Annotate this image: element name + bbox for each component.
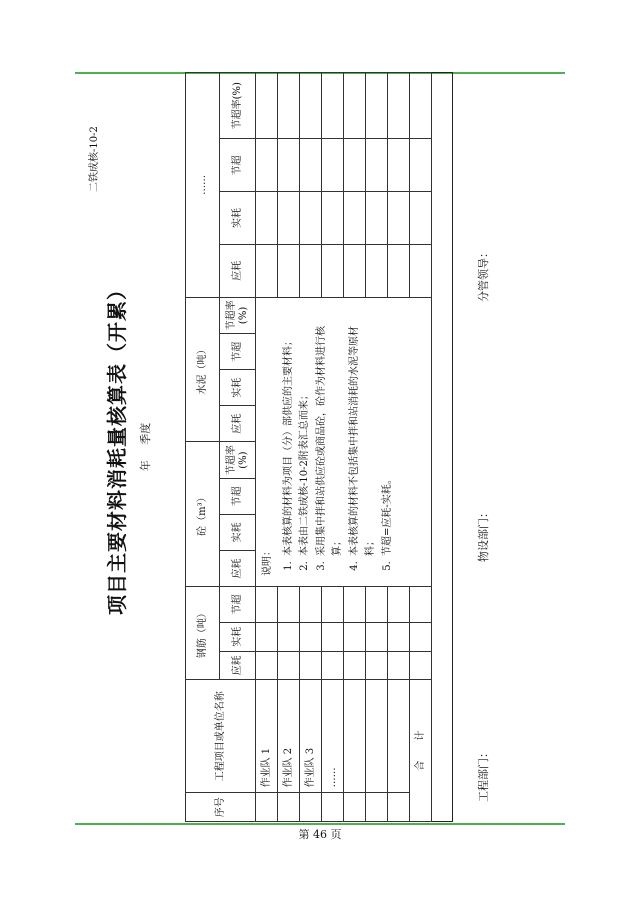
- rebar-saving: 节超: [220, 586, 256, 622]
- concrete-should: 应耗: [220, 550, 256, 586]
- seq-cell: [256, 793, 278, 822]
- more-rate: 节超率(%): [220, 73, 256, 139]
- page-number: 第 46 页: [298, 828, 342, 841]
- cement-actual: 实耗: [220, 370, 256, 406]
- notes-head: 说明：: [262, 545, 273, 576]
- group-cement: 水泥（吨）: [186, 297, 220, 442]
- footer-leader: 分管领导：: [477, 247, 490, 302]
- page-title: 项目主要材料消耗量核算表（开累）: [105, 279, 129, 615]
- concrete-rate: 节超率(%): [220, 442, 256, 479]
- rotated-page: [75, 72, 565, 822]
- row-label: 作业队 2: [278, 680, 300, 793]
- note-item: 5. 节超=应耗-实耗。: [380, 308, 397, 558]
- footer-rule: [75, 823, 565, 825]
- cement-rate: 节超率(%): [220, 297, 256, 334]
- cement-saving: 节超: [220, 334, 256, 370]
- concrete-actual: 实耗: [220, 514, 256, 550]
- unit-header: 工程项目或单位名称: [186, 680, 256, 793]
- group-rebar: 钢筋（吨）: [186, 586, 220, 679]
- period-quarter: 季度: [139, 422, 152, 445]
- rebar-should: 应耗: [220, 651, 256, 680]
- form-code: 二铁成核-10-2: [89, 126, 100, 192]
- notes-box: [256, 297, 432, 586]
- row-label: 作业队 3: [300, 680, 322, 793]
- note-item: 1. 本表核算的材料为项目（分）部供应的主要材料；: [281, 308, 298, 558]
- material-table: [185, 72, 432, 822]
- footer-materials: 物设部门：: [477, 507, 490, 562]
- cement-should: 应耗: [220, 406, 256, 442]
- note-item: 4. 本表核算的材料不包括集中拌和站消耗的水泥等原材料；: [347, 308, 380, 558]
- more-should: 应耗: [220, 244, 256, 297]
- concrete-saving: 节超: [220, 478, 256, 514]
- footer-engineering: 工程部门：: [477, 747, 490, 802]
- rebar-actual: 实耗: [220, 622, 256, 651]
- row-label: ……: [322, 680, 344, 793]
- seq-header: 序号: [186, 793, 256, 822]
- note-item: 3. 采用集中拌和站供应砼或商品砼，砼作为材料进行核算；: [314, 308, 347, 558]
- total-row-label: 合 计: [410, 680, 432, 822]
- row-label: 作业队 1: [256, 680, 278, 793]
- note-item: 2. 本表由二铁成核-10-2附表汇总而来；: [297, 308, 314, 558]
- period-line: [137, 72, 153, 822]
- more-saving: 节超: [220, 139, 256, 192]
- group-more: ……: [186, 73, 220, 298]
- group-concrete: 砼（m³）: [186, 442, 220, 587]
- more-actual: 实耗: [220, 192, 256, 245]
- period-year: 年: [139, 460, 152, 472]
